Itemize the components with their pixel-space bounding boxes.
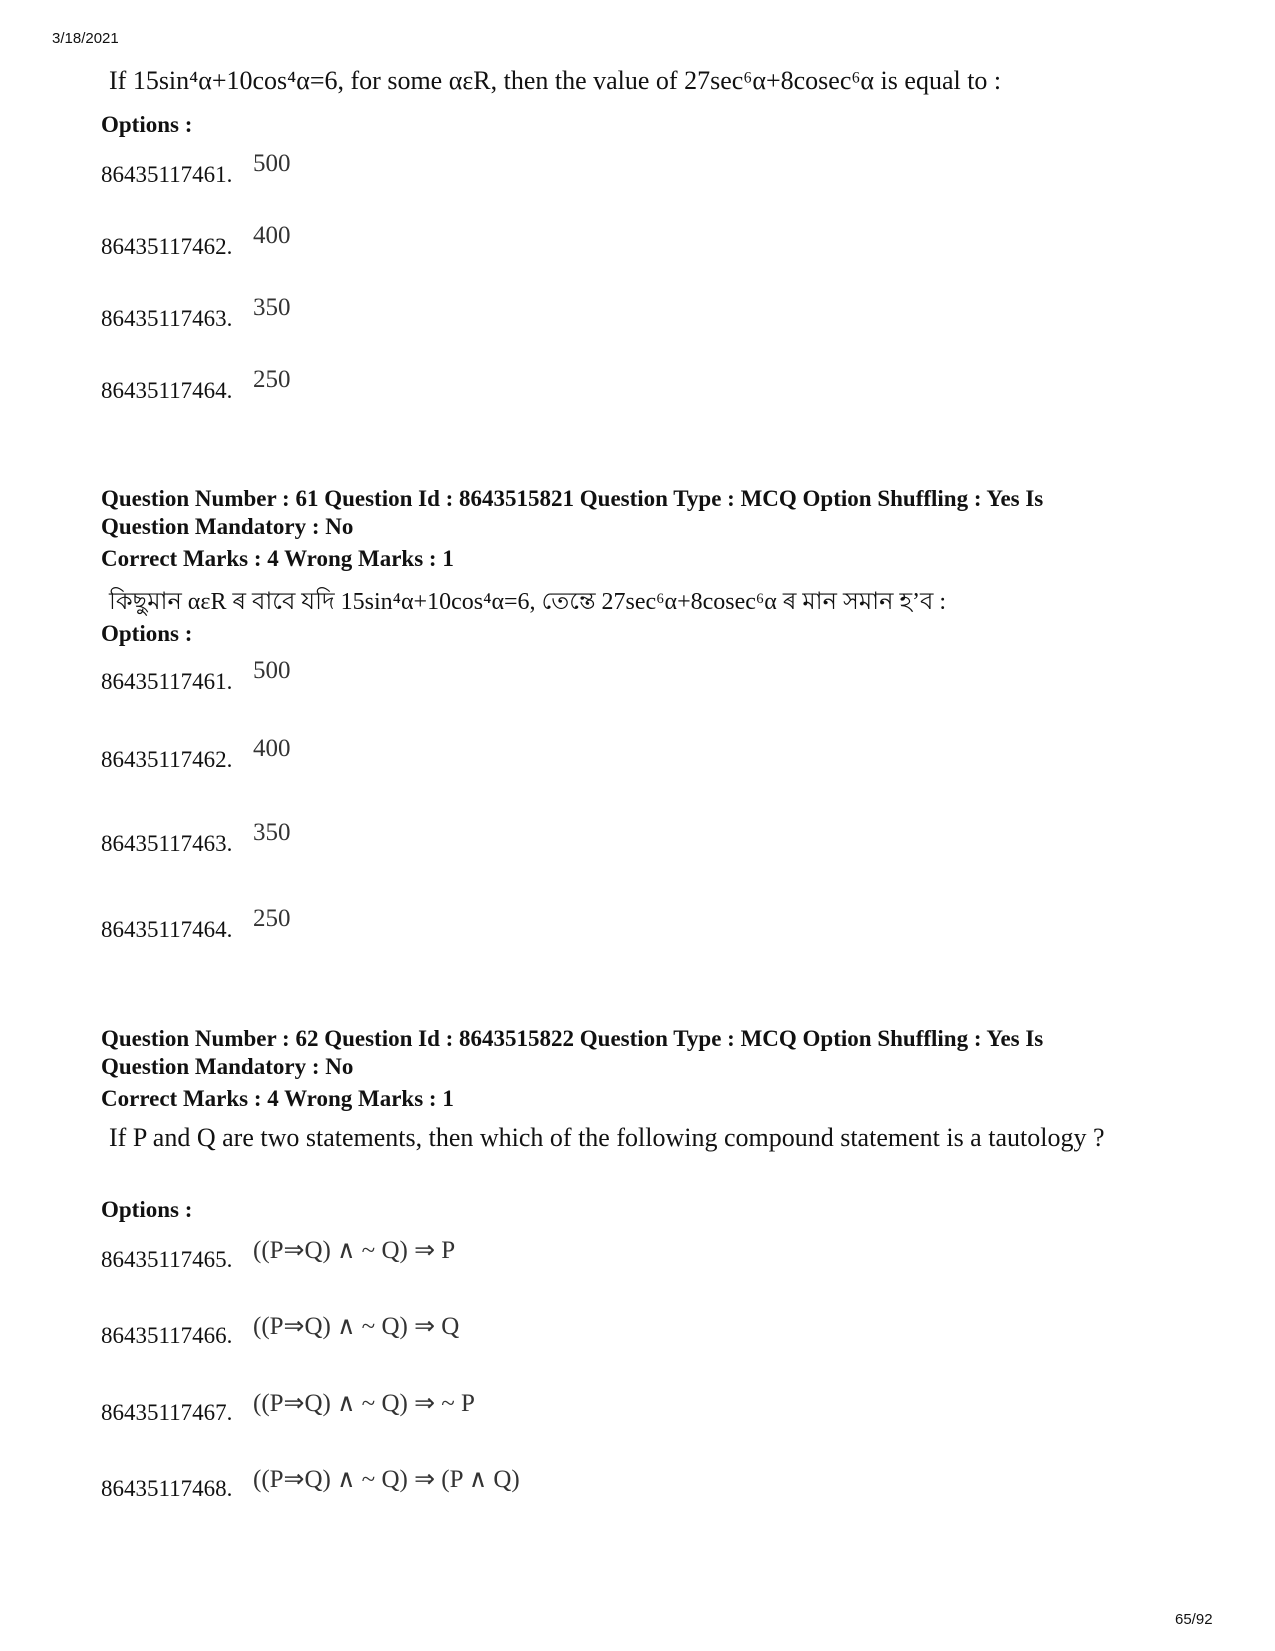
option-value: ((P⇒Q) ∧ ~ Q) ⇒ (P ∧ Q) xyxy=(253,1466,520,1493)
option-id: 86435117463. xyxy=(101,306,233,331)
page-number: 65/92 xyxy=(1175,1611,1213,1628)
question-marks: Correct Marks : 4 Wrong Marks : 1 xyxy=(101,546,454,571)
option-row[interactable] xyxy=(101,819,291,857)
question-mandatory: Question Mandatory : No xyxy=(101,1054,354,1079)
question-marks: Correct Marks : 4 Wrong Marks : 1 xyxy=(101,1086,454,1111)
question-61 xyxy=(101,485,1201,942)
option-id: 86435117461. xyxy=(101,162,233,187)
question-mandatory: Question Mandatory : No xyxy=(101,514,354,539)
option-value: 400 xyxy=(253,735,291,762)
question-60 xyxy=(101,66,1201,403)
question-stem: If P and Q are two statements, then which of the following compound statement is a tautology ? xyxy=(109,1123,1105,1152)
option-value: 250 xyxy=(253,905,291,932)
option-value: ((P⇒Q) ∧ ~ Q) ⇒ Q xyxy=(253,1313,460,1340)
option-row[interactable] xyxy=(101,366,291,404)
option-value: 500 xyxy=(253,150,291,177)
option-row[interactable] xyxy=(101,150,291,188)
option-id: 86435117466. xyxy=(101,1323,233,1348)
option-value: ((P⇒Q) ∧ ~ Q) ⇒ ~ P xyxy=(253,1390,475,1417)
option-row[interactable] xyxy=(101,735,291,773)
option-value: 500 xyxy=(253,657,291,684)
option-value: 350 xyxy=(253,294,291,321)
option-id: 86435117461. xyxy=(101,669,233,694)
option-row[interactable] xyxy=(101,657,291,695)
option-row[interactable] xyxy=(101,1390,475,1426)
option-row[interactable] xyxy=(101,1313,460,1349)
option-value: 250 xyxy=(253,366,291,393)
option-row[interactable] xyxy=(101,294,291,332)
question-stem: কিছুমান αεR ৰ বাবে যদি 15sin⁴α+10cos⁴α=6, তেন্তে 27sec⁶α+8cosec⁶α ৰ মান সমান হ’ব : xyxy=(109,589,947,615)
options-label: Options : xyxy=(101,1197,193,1222)
option-id: 86435117464. xyxy=(101,917,233,942)
options-label: Options : xyxy=(101,621,193,646)
question-header: Question Number : 61 Question Id : 8643515821 Question Type : MCQ Option Shuffling : Yes Is xyxy=(101,486,1044,511)
option-row[interactable] xyxy=(101,222,291,260)
question-62 xyxy=(101,1025,1201,1501)
question-header: Question Number : 62 Question Id : 8643515822 Question Type : MCQ Option Shuffling : Yes Is xyxy=(101,1026,1044,1051)
option-id: 86435117463. xyxy=(101,831,233,856)
option-value: 350 xyxy=(253,819,291,846)
option-row[interactable] xyxy=(101,1466,520,1502)
option-id: 86435117464. xyxy=(101,378,233,403)
option-id: 86435117462. xyxy=(101,747,233,772)
question-stem: If 15sin⁴α+10cos⁴α=6, for some αεR, then the value of 27sec⁶α+8cosec⁶α is equal to : xyxy=(109,66,1002,95)
option-value: 400 xyxy=(253,222,291,249)
option-value: ((P⇒Q) ∧ ~ Q) ⇒ P xyxy=(253,1237,456,1264)
option-id: 86435117468. xyxy=(101,1476,233,1501)
option-id: 86435117462. xyxy=(101,234,233,259)
options-label: Options : xyxy=(101,112,193,137)
option-row[interactable] xyxy=(101,1237,456,1273)
option-id: 86435117467. xyxy=(101,1400,233,1425)
page-date: 3/18/2021 xyxy=(52,30,119,47)
option-id: 86435117465. xyxy=(101,1247,233,1272)
option-row[interactable] xyxy=(101,905,291,943)
